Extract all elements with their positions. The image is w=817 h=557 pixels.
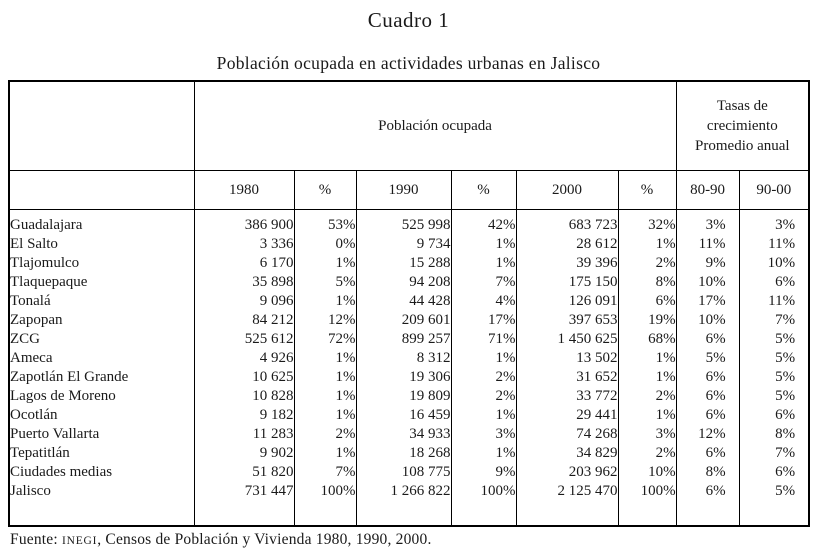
row-name: Zapopan <box>10 312 63 328</box>
row-value: 1% <box>451 235 516 254</box>
source-rest: , Censos de Población y Vivienda 1980, 1990, 2000. <box>97 531 432 548</box>
row-value: 3 336 <box>194 235 294 254</box>
column-header-row <box>9 171 809 210</box>
row-value: 10% <box>676 273 739 292</box>
table-subtitle: Población ocupada en actividades urbanas en Jalisco <box>216 53 601 73</box>
row-value: 1% <box>451 444 516 463</box>
row-value: 53% <box>294 210 356 236</box>
row-value: 3% <box>739 210 809 236</box>
row-value: 4 926 <box>194 349 294 368</box>
row-value: 9 096 <box>194 292 294 311</box>
source-acronym: INEGI <box>61 535 98 547</box>
row-value: 2% <box>618 254 676 273</box>
table-row <box>9 254 809 273</box>
row-value: 209 601 <box>356 311 451 330</box>
row-name: Zapotlán El Grande <box>10 369 129 385</box>
row-value: 71% <box>451 330 516 349</box>
table-row <box>9 292 809 311</box>
row-value: 1 450 625 <box>516 330 618 349</box>
row-name: El Salto <box>10 236 58 252</box>
row-label-header <box>9 171 194 210</box>
row-value: 5% <box>739 349 809 368</box>
table-row <box>9 387 809 406</box>
row-value: 19% <box>618 311 676 330</box>
row-value: 5% <box>676 349 739 368</box>
row-value: 3% <box>676 210 739 236</box>
row-value: 42% <box>451 210 516 236</box>
row-value: 108 775 <box>356 463 451 482</box>
row-value: 5% <box>739 330 809 349</box>
row-value: 18 268 <box>356 444 451 463</box>
row-value: 100% <box>618 482 676 501</box>
row-value: 16 459 <box>356 406 451 425</box>
row-value: 1% <box>451 254 516 273</box>
row-value: 11% <box>739 292 809 311</box>
row-value: 1% <box>618 349 676 368</box>
spacer-cell <box>9 501 194 526</box>
row-value: 11% <box>676 235 739 254</box>
row-value: 2 125 470 <box>516 482 618 501</box>
table-row <box>9 311 809 330</box>
row-value: 8 312 <box>356 349 451 368</box>
row-value: 72% <box>294 330 356 349</box>
tasas-line-3: Promedio anual <box>695 138 790 154</box>
row-value: 3% <box>451 425 516 444</box>
row-name: Jalisco <box>10 483 51 499</box>
row-value: 17% <box>451 311 516 330</box>
row-value: 6% <box>676 444 739 463</box>
col-header-pct-2: % <box>451 171 516 210</box>
row-name: Tepatitlán <box>10 445 70 461</box>
row-value: 4% <box>451 292 516 311</box>
row-value: 84 212 <box>194 311 294 330</box>
row-value: 32% <box>618 210 676 236</box>
table-row <box>9 330 809 349</box>
row-value: 39 396 <box>516 254 618 273</box>
row-value: 9 734 <box>356 235 451 254</box>
row-value: 6% <box>739 463 809 482</box>
spacer-cell <box>451 501 516 526</box>
row-value: 17% <box>676 292 739 311</box>
row-value: 11% <box>739 235 809 254</box>
row-value: 11 283 <box>194 425 294 444</box>
row-name: Ameca <box>10 350 53 366</box>
row-value: 1% <box>294 368 356 387</box>
tasas-line-2: crecimiento <box>706 118 778 134</box>
row-value: 1% <box>294 387 356 406</box>
row-value: 9 902 <box>194 444 294 463</box>
row-value: 33 772 <box>516 387 618 406</box>
row-value: 1% <box>451 406 516 425</box>
row-value: 5% <box>739 387 809 406</box>
tasas-line-1: Tasas de <box>716 98 768 114</box>
row-value: 100% <box>451 482 516 501</box>
row-value: 1% <box>294 406 356 425</box>
row-name: Tonalá <box>10 293 51 309</box>
row-value: 7% <box>739 444 809 463</box>
row-value: 6 170 <box>194 254 294 273</box>
spacer-cell <box>294 501 356 526</box>
row-value: 0% <box>294 235 356 254</box>
table-row <box>9 444 809 463</box>
row-value: 175 150 <box>516 273 618 292</box>
row-value: 203 962 <box>516 463 618 482</box>
data-table <box>8 80 810 527</box>
table-row <box>9 482 809 501</box>
table-spacer-row <box>9 501 809 526</box>
row-value: 10% <box>676 311 739 330</box>
row-value: 2% <box>618 444 676 463</box>
table-row <box>9 406 809 425</box>
spacer-cell <box>356 501 451 526</box>
row-name: Tlajomulco <box>10 255 80 271</box>
row-value: 683 723 <box>516 210 618 236</box>
table-row <box>9 349 809 368</box>
row-value: 2% <box>618 387 676 406</box>
row-value: 1% <box>294 349 356 368</box>
table-row <box>9 210 809 236</box>
spacer-cell <box>676 501 739 526</box>
row-value: 1% <box>294 254 356 273</box>
row-value: 19 809 <box>356 387 451 406</box>
row-name: Puerto Vallarta <box>10 426 100 442</box>
row-value: 1 266 822 <box>356 482 451 501</box>
row-value: 386 900 <box>194 210 294 236</box>
row-value: 44 428 <box>356 292 451 311</box>
row-value: 525 998 <box>356 210 451 236</box>
table-row <box>9 235 809 254</box>
row-value: 9% <box>451 463 516 482</box>
row-value: 126 091 <box>516 292 618 311</box>
row-value: 9% <box>676 254 739 273</box>
row-value: 6% <box>676 330 739 349</box>
row-value: 2% <box>294 425 356 444</box>
row-name: ZCG <box>10 331 40 347</box>
col-header-pct-3: % <box>618 171 676 210</box>
row-value: 51 820 <box>194 463 294 482</box>
row-name: Ciudades medias <box>10 464 113 480</box>
row-value: 34 933 <box>356 425 451 444</box>
row-value: 28 612 <box>516 235 618 254</box>
table-body <box>9 210 809 527</box>
row-value: 6% <box>676 368 739 387</box>
row-value: 10% <box>618 463 676 482</box>
row-value: 7% <box>294 463 356 482</box>
row-value: 6% <box>676 387 739 406</box>
row-value: 397 653 <box>516 311 618 330</box>
row-value: 1% <box>294 444 356 463</box>
row-name: Ocotlán <box>10 407 58 423</box>
row-value: 6% <box>676 482 739 501</box>
row-value: 10 625 <box>194 368 294 387</box>
spacer-cell <box>618 501 676 526</box>
row-name: Guadalajara <box>10 217 83 233</box>
row-value: 10 828 <box>194 387 294 406</box>
row-value: 2% <box>451 368 516 387</box>
page-title: Cuadro 1 <box>367 8 450 32</box>
col-header-pct-1: % <box>294 171 356 210</box>
row-value: 19 306 <box>356 368 451 387</box>
row-value: 1% <box>618 235 676 254</box>
group-header-poblacion: Población ocupada <box>194 81 676 171</box>
row-value: 9 182 <box>194 406 294 425</box>
source-prefix: Fuente: <box>10 531 62 548</box>
row-value: 12% <box>294 311 356 330</box>
row-name: Tlaquepaque <box>10 274 88 290</box>
row-value: 7% <box>739 311 809 330</box>
row-value: 94 208 <box>356 273 451 292</box>
row-value: 899 257 <box>356 330 451 349</box>
group-header-tasas <box>676 81 809 171</box>
row-value: 5% <box>739 482 809 501</box>
col-header-80-90: 80-90 <box>676 171 739 210</box>
row-value: 10% <box>739 254 809 273</box>
source-note <box>10 531 432 549</box>
row-value: 34 829 <box>516 444 618 463</box>
row-value: 6% <box>618 292 676 311</box>
group-header-row <box>9 81 809 171</box>
row-value: 29 441 <box>516 406 618 425</box>
row-value: 5% <box>739 368 809 387</box>
spacer-cell <box>516 501 618 526</box>
table-row <box>9 368 809 387</box>
row-value: 8% <box>618 273 676 292</box>
row-value: 15 288 <box>356 254 451 273</box>
spacer-cell <box>194 501 294 526</box>
row-value: 8% <box>676 463 739 482</box>
row-value: 7% <box>451 273 516 292</box>
row-value: 6% <box>739 273 809 292</box>
row-value: 731 447 <box>194 482 294 501</box>
row-value: 1% <box>451 349 516 368</box>
table-row <box>9 463 809 482</box>
row-value: 74 268 <box>516 425 618 444</box>
row-value: 3% <box>618 425 676 444</box>
row-value: 8% <box>739 425 809 444</box>
row-value: 1% <box>618 368 676 387</box>
row-value: 5% <box>294 273 356 292</box>
table-row <box>9 273 809 292</box>
col-header-1990: 1990 <box>356 171 451 210</box>
table-row <box>9 425 809 444</box>
col-header-2000: 2000 <box>516 171 618 210</box>
corner-cell <box>9 81 194 171</box>
row-value: 2% <box>451 387 516 406</box>
spacer-cell <box>739 501 809 526</box>
row-name: Lagos de Moreno <box>10 388 116 404</box>
row-value: 1% <box>294 292 356 311</box>
row-value: 13 502 <box>516 349 618 368</box>
row-value: 68% <box>618 330 676 349</box>
row-value: 1% <box>618 406 676 425</box>
row-value: 6% <box>739 406 809 425</box>
row-value: 12% <box>676 425 739 444</box>
row-value: 35 898 <box>194 273 294 292</box>
row-value: 31 652 <box>516 368 618 387</box>
col-header-1980: 1980 <box>194 171 294 210</box>
row-value: 100% <box>294 482 356 501</box>
col-header-90-00: 90-00 <box>739 171 809 210</box>
row-value: 525 612 <box>194 330 294 349</box>
row-value: 6% <box>676 406 739 425</box>
